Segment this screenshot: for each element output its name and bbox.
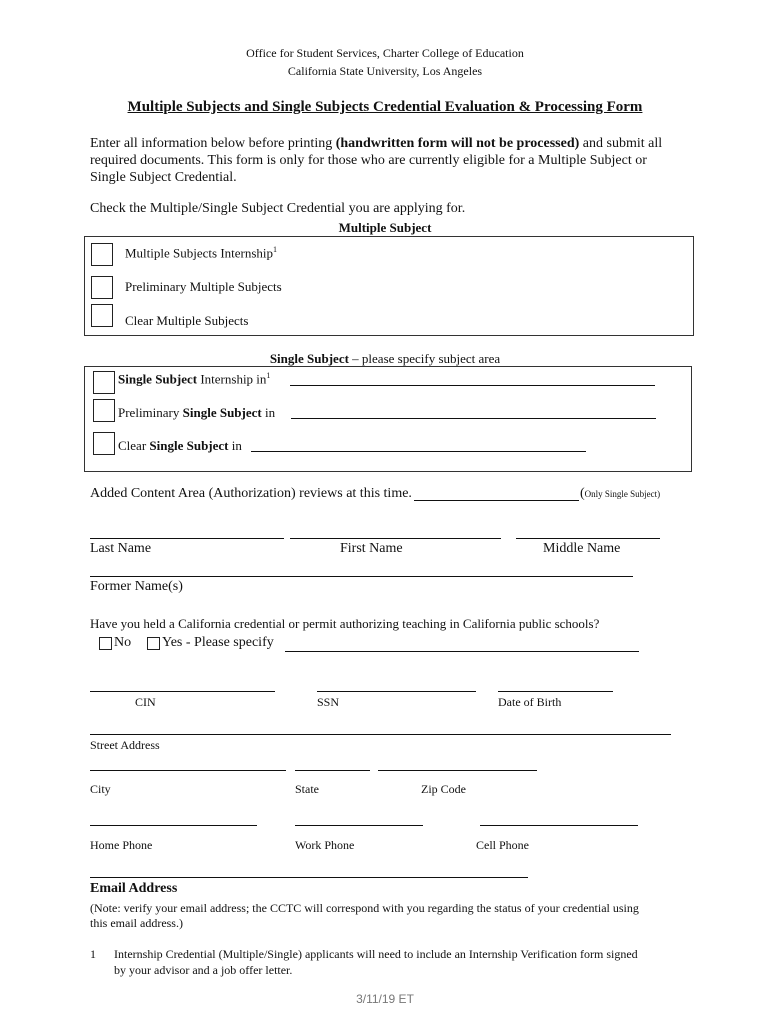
footnote-line1: Internship Credential (Multiple/Single) applicants will need to include an Internship Verification form signed	[114, 947, 638, 961]
checkbox-ss-internship[interactable]	[93, 371, 115, 394]
credential-question: Have you held a California credential or permit authorizing teaching in California public schools?	[90, 616, 600, 631]
cin-label: CIN	[135, 695, 156, 709]
zip-label: Zip Code	[421, 782, 466, 796]
multiple-subject-box	[84, 236, 694, 336]
checkbox-ms-preliminary[interactable]	[91, 276, 113, 299]
intro-paragraph: Enter all information below before printing (handwritten form will not be processed) and submit all required documents. This form is only for those who are currently eligible for a Multiple Subject or Single Subject Credential.	[90, 136, 663, 185]
single-subject-heading: Single Subject – please specify subject area	[269, 351, 501, 366]
form-title: Multiple Subjects and Single Subjects Credential Evaluation & Processing Form	[127, 99, 643, 115]
home-phone-line[interactable]	[90, 825, 257, 826]
first-name-label: First Name	[340, 541, 403, 556]
cin-line[interactable]	[90, 691, 275, 692]
work-phone-label: Work Phone	[295, 838, 355, 852]
single-subject-box	[84, 366, 692, 472]
yes-specify-line[interactable]	[285, 651, 639, 652]
state-line[interactable]	[295, 770, 370, 771]
last-name-label: Last Name	[90, 541, 152, 556]
work-phone-line[interactable]	[295, 825, 423, 826]
checkbox-ss-clear[interactable]	[93, 432, 115, 455]
home-phone-label: Home Phone	[90, 838, 153, 852]
cell-phone-line[interactable]	[480, 825, 638, 826]
footnote-number: 1	[90, 947, 96, 961]
email-note-line2: this email address.)	[90, 916, 183, 930]
university-header: California State University, Los Angeles	[287, 64, 483, 78]
middle-name-line[interactable]	[516, 538, 660, 539]
ss-preliminary-subject-line[interactable]	[291, 418, 656, 419]
added-content-line[interactable]	[414, 500, 579, 501]
city-line[interactable]	[90, 770, 286, 771]
option-ms-internship: Multiple Subjects Internship$^1$	[125, 245, 278, 261]
footer-date: 3/11/19 ET	[356, 992, 414, 1006]
multiple-subject-heading: Multiple Subject	[338, 220, 432, 235]
added-content-label: Added Content Area (Authorization) reviews at this time.	[90, 486, 412, 501]
first-name-line[interactable]	[290, 538, 501, 539]
cell-phone-label: Cell Phone	[476, 838, 529, 852]
dob-line[interactable]	[498, 691, 613, 692]
email-label: Email Address	[90, 881, 178, 896]
option-ss-preliminary: Preliminary Single Subject in	[118, 405, 276, 420]
checkbox-no[interactable]	[99, 637, 112, 650]
state-label: State	[295, 782, 319, 796]
option-ss-internship: Single Subject Internship $in^1$	[118, 371, 271, 387]
yes-label: Yes - Please specify	[162, 635, 274, 650]
checkbox-ss-preliminary[interactable]	[93, 399, 115, 422]
ss-clear-subject-line[interactable]	[251, 451, 586, 452]
ss-internship-subject-line[interactable]	[290, 385, 655, 386]
former-name-line[interactable]	[90, 576, 633, 577]
zip-line[interactable]	[378, 770, 537, 771]
middle-name-label: Middle Name	[543, 541, 621, 556]
last-name-line[interactable]	[90, 538, 284, 539]
no-label: No	[114, 635, 132, 650]
email-line[interactable]	[90, 877, 528, 878]
dob-label: Date of Birth	[498, 695, 562, 709]
checkbox-ms-internship[interactable]	[91, 243, 113, 266]
added-content-note: (Only Single Subject)	[580, 486, 661, 501]
street-address-label: Street Address	[90, 738, 160, 752]
footnote-line2: by your advisor and a job offer letter.	[114, 963, 293, 977]
street-address-line[interactable]	[90, 734, 671, 735]
check-instruction: Check the Multiple/Single Subject Credential you are applying for.	[90, 201, 466, 216]
email-note-line1: (Note: verify your email address; the CCTC will correspond with you regarding the status of your credential using	[90, 901, 639, 915]
office-header: Office for Student Services, Charter College of Education	[246, 46, 524, 60]
option-ms-clear: Clear Multiple Subjects	[125, 313, 249, 328]
ssn-label: SSN	[317, 695, 340, 709]
checkbox-yes[interactable]	[147, 637, 160, 650]
city-label: City	[90, 782, 111, 796]
checkbox-ms-clear[interactable]	[91, 304, 113, 327]
option-ss-clear: Clear Single Subject in	[118, 438, 242, 453]
option-ms-preliminary: Preliminary Multiple Subjects	[125, 279, 282, 294]
former-name-label: Former Name(s)	[90, 579, 183, 594]
ssn-line[interactable]	[317, 691, 476, 692]
